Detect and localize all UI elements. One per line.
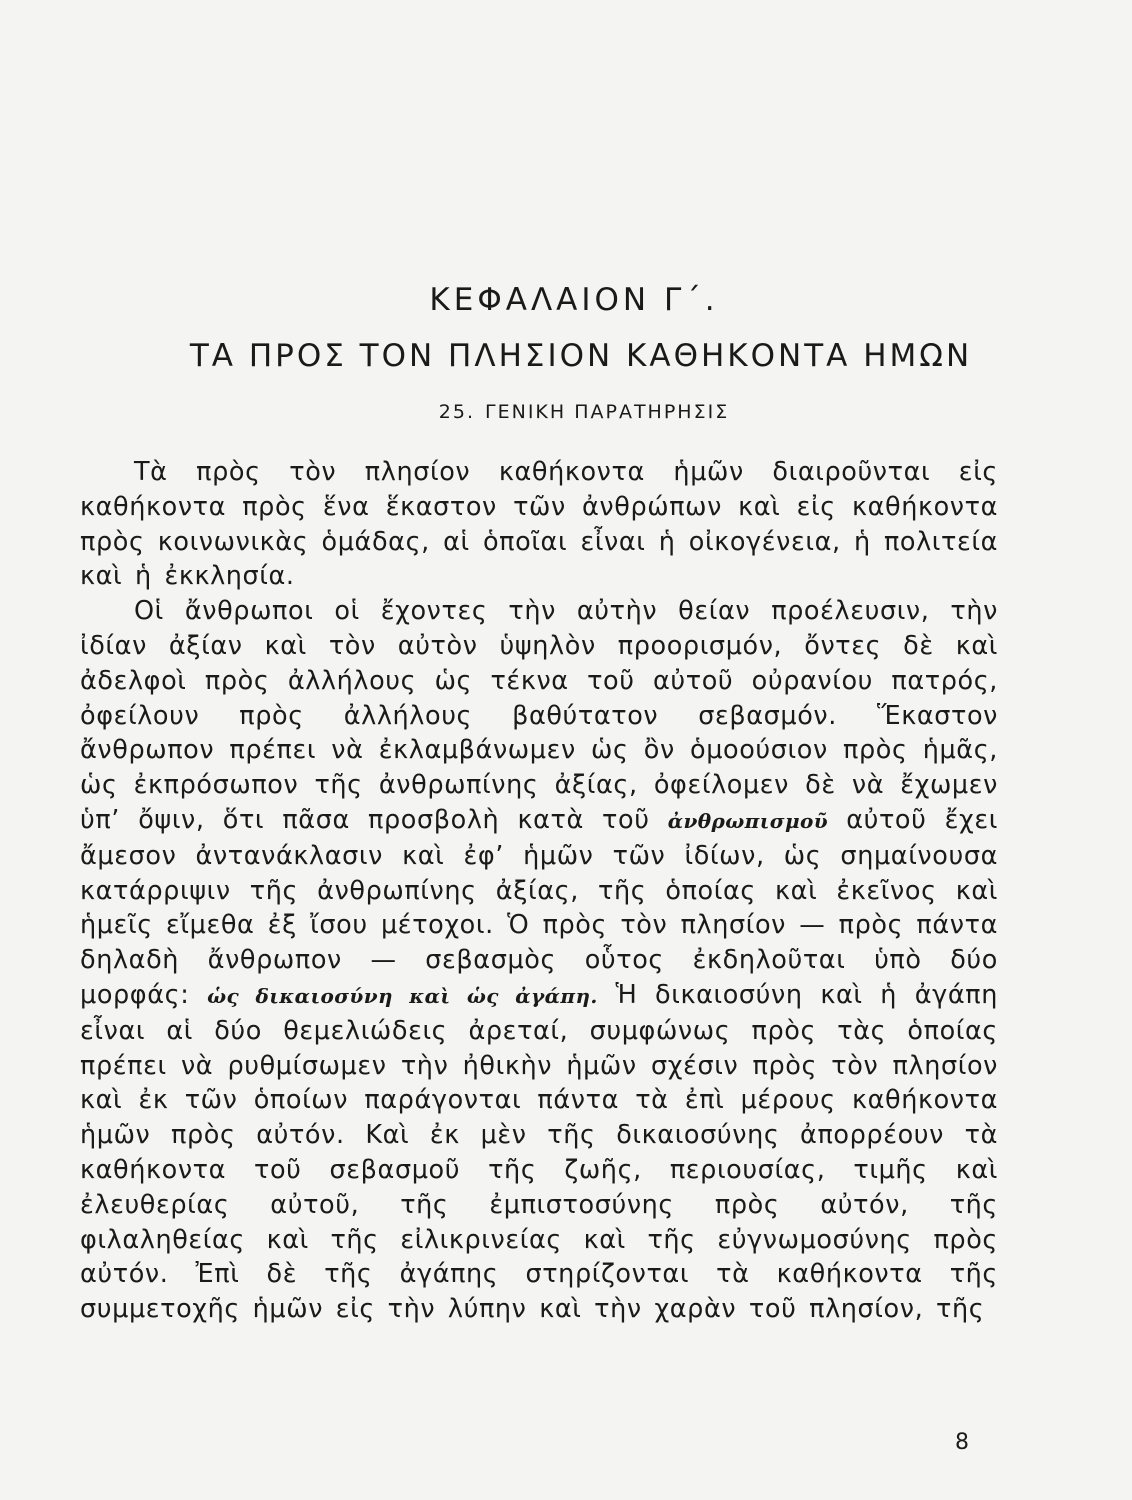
paragraph-2-part-c: Ἡ δικαιοσύνη καὶ ἡ ἀγάπη εἶναι αἱ δύο θεμελιώδεις ἀρεταί, συμφώνως πρὸς τὰς ὁποίας πρέπει νὰ ρυθμίσωμεν τὴν ἠθικὴν ἡμῶν σχέσιν πρὸς τὸν πλησίον καὶ ἐκ τῶν ὁποίων παράγονται πάντα τὰ ἐπὶ μέρους καθήκοντα ἡμῶν πρὸς αὐτόν. Καὶ ἐκ μὲν τῆς δικαιοσύνης ἀπορρέουν τὰ καθήκοντα τοῦ σεβασμοῦ τῆς ζωῆς, περιουσίας, τιμῆς καὶ ἐλευθερίας αὐτοῦ, τῆς ἐμπιστοσύνης πρὸς αὐτόν, τῆς φιλαληθείας καὶ τῆς εἰλικρινείας καὶ τῆς εὐγνωμοσύνης πρὸς αὐτόν. Ἐπὶ δὲ τῆς ἀγάπης στηρίζονται τὰ καθήκοντα τῆς συμμετοχῆς ἡμῶν εἰς τὴν λύπην καὶ τὴν χαρὰν τοῦ πλησίον, τῆς — [80, 979, 998, 1325]
page-number: 8 — [955, 1430, 969, 1455]
paragraph-1: Τὰ πρὸς τὸν πλησίον καθήκοντα ἡμῶν διαιροῦνται εἰς καθήκοντα πρὸς ἕνα ἕκαστον τῶν ἀνθρώπων καὶ εἰς καθήκοντα πρὸς κοινωνικὰς ὁμάδας, αἱ ὁποῖαι εἶναι ἡ οἰκογένεια, ἡ πολιτεία καὶ ἡ ἐκκλησία. — [80, 457, 998, 592]
paragraph-2-part-a: Οἱ ἄνθρωποι οἱ ἔχοντες τὴν αὐτὴν θείαν προέλευσιν, τὴν ἰδίαν ἀξίαν καὶ τὸν αὐτὸν ὑψηλὸν προορισμόν, ὄντες δὲ καὶ ἀδελφοὶ πρὸς ἀλλήλους ὡς τέκνα τοῦ αὐτοῦ οὐρανίου πατρός, ὀφείλουν πρὸς ἀλλήλους βαθύτατον σεβασμόν. Ἕκαστον ἄνθρωπον πρέπει νὰ ἐκλαμβάνωμεν ὡς ὂν ὁμοούσιον πρὸς ἡμᾶς, ὡς ἐκπρόσωπον τῆς ἀνθρωπίνης ἀξίας, ὀφείλομεν δὲ νὰ ἔχωμεν ὑπ’ ὄψιν, ὅτι πᾶσα προσβολὴ κατὰ τοῦ — [80, 596, 998, 835]
section-number: 25. — [438, 401, 476, 423]
chapter-title: ΚΕΦΑΛΑΙΟΝ Γ΄. — [429, 282, 719, 318]
chapter-subject: ΤΑ ΠΡΟΣ ΤΟΝ ΠΛΗΣΙΟΝ ΚΑΘΗΚΟΝΤΑ ΗΜΩΝ — [189, 338, 973, 374]
section-title: ΓΕΝΙΚΗ ΠΑΡΑΤΗΡΗΣΙΣ — [485, 401, 730, 423]
body-text — [80, 455, 998, 1327]
emphasis-justice-love: ὡς δικαιοσύνη καὶ ὡς ἀγάπη. — [207, 983, 598, 1008]
emphasis-anthropismou: ἀνθρωπισμοῦ — [667, 808, 829, 833]
section-heading — [0, 401, 1132, 423]
paragraph-2-part-b: αὐτοῦ ἔχει ἄμεσον ἀντανάκλασιν καὶ ἐφ’ ἡμῶν τῶν ἰδίων, ὡς σημαίνουσα κατάρριψιν τῆς ἀνθρωπίνης ἀξίας, τῆς ὁποίας καὶ ἐκεῖνος καὶ ἡμεῖς εἴμεθα ἐξ ἴσου μέτοχοι. Ὁ πρὸς τὸν πλησίον — πρὸς πάντα δηλαδὴ ἄνθρωπον — σεβασμὸς οὗτος ἐκδηλοῦται ὑπὸ δύο μορφάς: — [80, 804, 998, 1010]
paragraph-2 — [80, 594, 998, 1327]
